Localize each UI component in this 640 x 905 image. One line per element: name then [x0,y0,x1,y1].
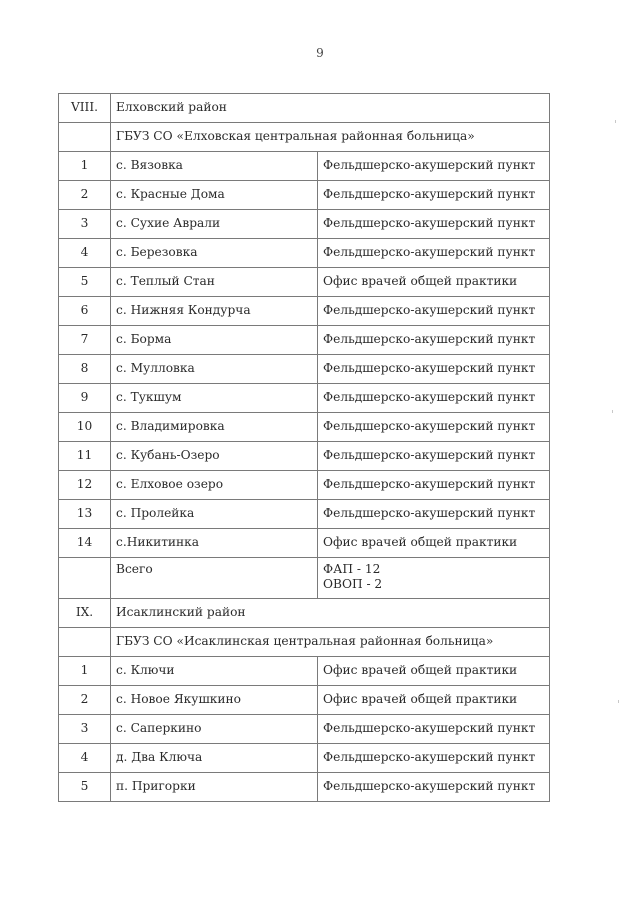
table-row [59,657,550,686]
table-row [59,326,550,355]
facility-type: Фельдшерско-акушерский пункт [318,210,550,239]
total-fap: ФАП - 12 [323,562,381,576]
table-row [59,181,550,210]
facility-type: Фельдшерско-акушерский пункт [318,471,550,500]
settlement-name: с. Мулловка [111,355,318,384]
empty-cell [59,123,111,152]
table-row [59,686,550,715]
row-number: 3 [59,210,111,239]
facility-type: Офис врачей общей практики [318,268,550,297]
table-row [59,384,550,413]
facility-type: Фельдшерско-акушерский пункт [318,442,550,471]
district-row [59,599,550,628]
total-values [318,558,550,599]
facility-type: Фельдшерско-акушерский пункт [318,355,550,384]
settlement-name: с. Теплый Стан [111,268,318,297]
district-name: Исаклинский район [111,599,550,628]
table-row [59,744,550,773]
row-number: 5 [59,773,111,802]
district-number: VIII. [59,94,111,123]
settlement-name: с. Кубань-Озеро [111,442,318,471]
table-row [59,239,550,268]
facility-type: Фельдшерско-акушерский пункт [318,773,550,802]
facility-type: Фельдшерско-акушерский пункт [318,152,550,181]
row-number: 10 [59,413,111,442]
district-name: Елховский район [111,94,550,123]
page-number: 9 [316,46,324,60]
row-number: 12 [59,471,111,500]
table-row [59,413,550,442]
district-row [59,94,550,123]
settlement-name: с. Нижняя Кондурча [111,297,318,326]
scan-speck [612,410,613,413]
total-row [59,558,550,599]
settlement-name: с. Пролейка [111,500,318,529]
table-row [59,529,550,558]
table-row [59,297,550,326]
empty-cell [59,558,111,599]
facility-type: Фельдшерско-акушерский пункт [318,384,550,413]
table-row [59,442,550,471]
facility-type: Фельдшерско-акушерский пункт [318,181,550,210]
facility-type: Офис врачей общей практики [318,686,550,715]
facility-type: Фельдшерско-акушерский пункт [318,326,550,355]
hospital-name: ГБУЗ СО «Елховская центральная районная больница» [111,123,550,152]
hospital-row [59,123,550,152]
facility-type: Офис врачей общей практики [318,657,550,686]
table-row [59,268,550,297]
settlement-name: д. Два Ключа [111,744,318,773]
facility-type: Фельдшерско-акушерский пункт [318,239,550,268]
row-number: 1 [59,657,111,686]
facility-type: Офис врачей общей практики [318,529,550,558]
total-label: Всего [111,558,318,599]
total-ovop: ОВОП - 2 [323,577,383,591]
row-number: 13 [59,500,111,529]
row-number: 4 [59,239,111,268]
hospital-row [59,628,550,657]
row-number: 3 [59,715,111,744]
facilities-table [58,93,550,802]
settlement-name: с. Елховое озеро [111,471,318,500]
settlement-name: с. Вязовка [111,152,318,181]
settlement-name: с. Саперкино [111,715,318,744]
table-row [59,210,550,239]
settlement-name: с. Тукшум [111,384,318,413]
row-number: 14 [59,529,111,558]
row-number: 4 [59,744,111,773]
table-row [59,471,550,500]
settlement-name: с. Сухие Аврали [111,210,318,239]
settlement-name: с. Владимировка [111,413,318,442]
facility-type: Фельдшерско-акушерский пункт [318,715,550,744]
settlement-name: с. Новое Якушкино [111,686,318,715]
scan-speck [618,700,619,703]
row-number: 8 [59,355,111,384]
settlement-name: п. Пригорки [111,773,318,802]
row-number: 2 [59,686,111,715]
empty-cell [59,628,111,657]
row-number: 6 [59,297,111,326]
settlement-name: с. Березовка [111,239,318,268]
facilities-table-body [59,94,550,802]
row-number: 11 [59,442,111,471]
table-row [59,355,550,384]
district-number: IX. [59,599,111,628]
settlement-name: с.Никитинка [111,529,318,558]
table-row [59,773,550,802]
settlement-name: с. Борма [111,326,318,355]
table-row [59,500,550,529]
scan-speck [615,120,616,123]
row-number: 7 [59,326,111,355]
row-number: 9 [59,384,111,413]
row-number: 2 [59,181,111,210]
facility-type: Фельдшерско-акушерский пункт [318,744,550,773]
facility-type: Фельдшерско-акушерский пункт [318,413,550,442]
row-number: 5 [59,268,111,297]
row-number: 1 [59,152,111,181]
hospital-name: ГБУЗ СО «Исаклинская центральная районная больница» [111,628,550,657]
settlement-name: с. Красные Дома [111,181,318,210]
facility-type: Фельдшерско-акушерский пункт [318,297,550,326]
table-row [59,715,550,744]
table-row [59,152,550,181]
settlement-name: с. Ключи [111,657,318,686]
facility-type: Фельдшерско-акушерский пункт [318,500,550,529]
